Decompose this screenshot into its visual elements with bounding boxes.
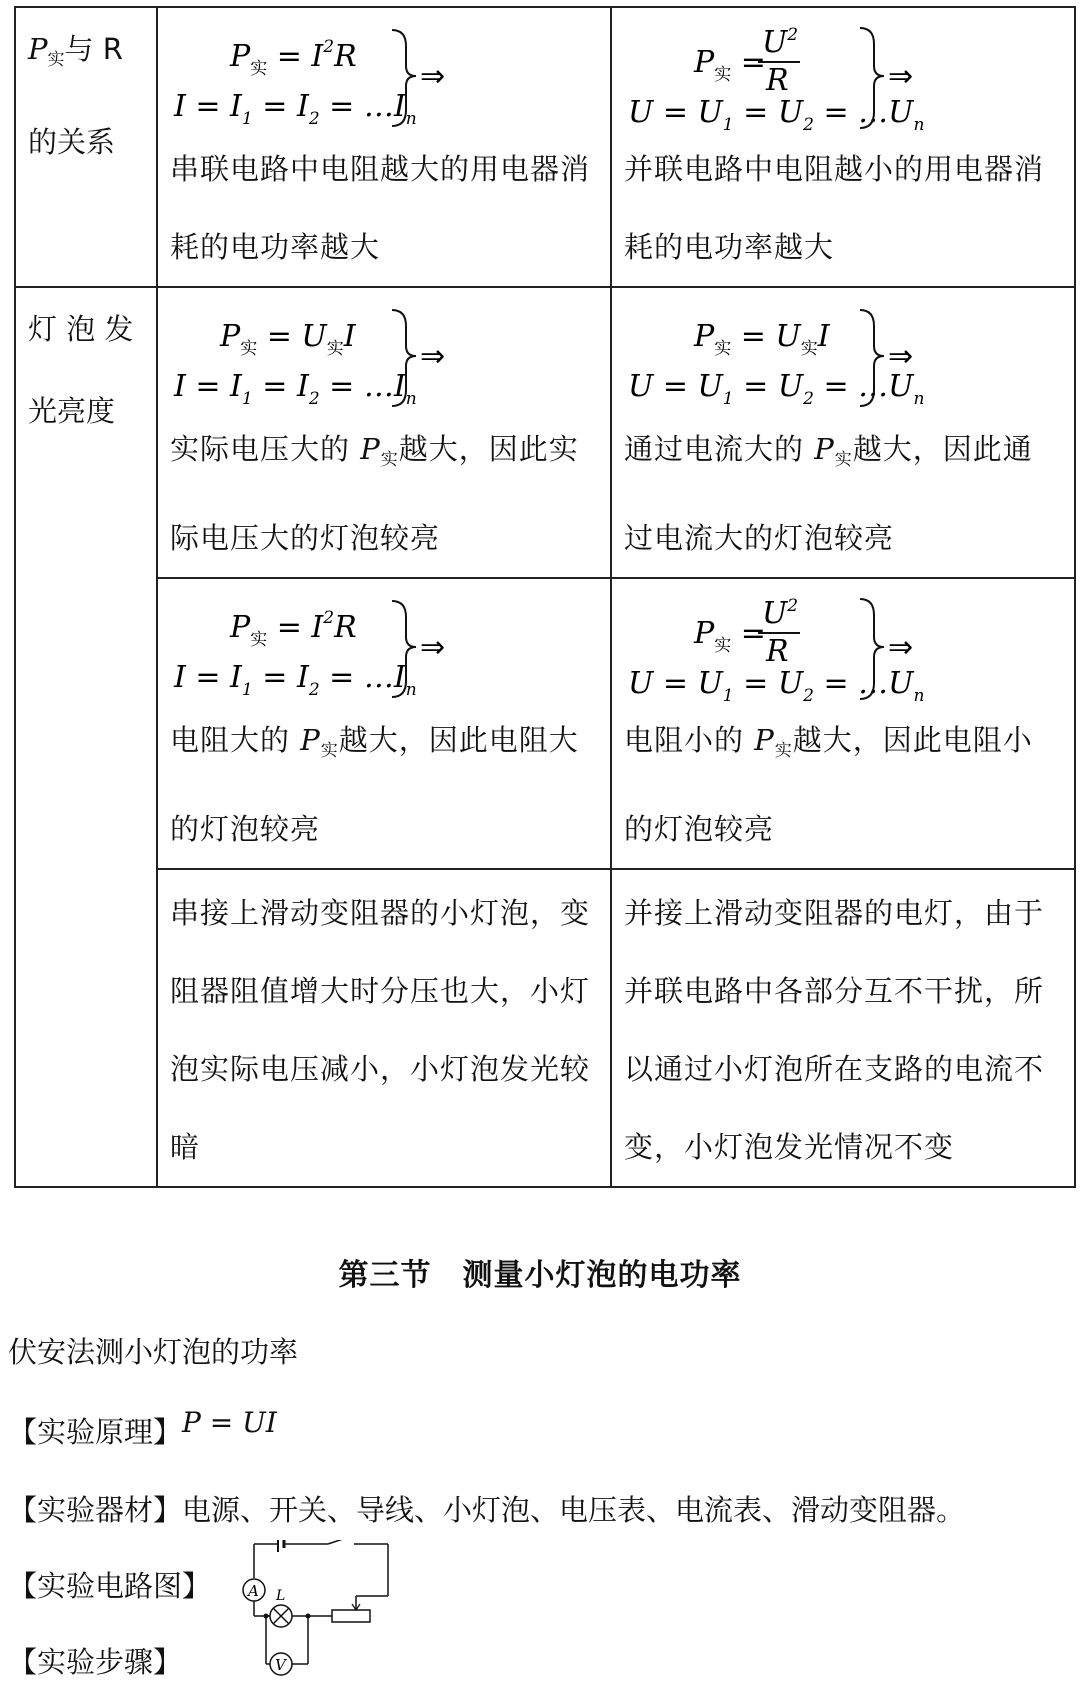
svg-text:⇒: ⇒ bbox=[420, 339, 446, 374]
svg-text:I = I1 = I2 = …In: $I = I_1 = I_2$ = $\dots I_n$ bbox=[174, 369, 417, 409]
svg-text:⇒: ⇒ bbox=[420, 59, 446, 94]
switch-icon bbox=[328, 1540, 352, 1544]
table-row bbox=[15, 287, 1075, 578]
svg-text:U2: $U^2$ bbox=[762, 25, 799, 60]
parallel-text: 并接上滑动变阻器的电灯，由于并联电路中各部分互不干扰，所以通过小灯泡所在支路的电流不变，小灯泡发光情况不变 bbox=[624, 896, 1045, 1164]
principle-label: 【实验原理】 bbox=[8, 1415, 183, 1449]
svg-text:I = I1 = I2 = …In: $I = I_1 = I_2$ = $\dots I_n$ bbox=[174, 89, 417, 129]
series-cell bbox=[157, 578, 611, 869]
table-row bbox=[15, 869, 1075, 1187]
svg-text:⇒: ⇒ bbox=[888, 339, 914, 374]
svg-text:U = U1 = U2 = …Un: $U = U_1 = U_2$ = $\dots U_n$ bbox=[628, 369, 925, 409]
section-title: 第三节 测量小灯泡的电功率 bbox=[338, 1258, 742, 1293]
label-text: 光亮度 bbox=[28, 394, 116, 428]
circuit-diagram bbox=[228, 1540, 398, 1680]
label-text: 灯 泡 发 bbox=[28, 312, 134, 346]
parallel-formula bbox=[624, 302, 1062, 410]
series-text: 实际电压大的 $P_实$越大，因此实际电压大的灯泡较亮 bbox=[170, 432, 579, 555]
parallel-text: 并联电路中电阻越小的用电器消耗的电功率越大 bbox=[624, 152, 1045, 264]
equipment-line bbox=[8, 1488, 965, 1529]
svg-text:U = U1 = U2 = …Un: $U = U_1 = U_2$ = $\dots U_n$ bbox=[628, 666, 925, 701]
series-cell bbox=[157, 287, 611, 578]
svg-text:P实 =: $P_实$ = bbox=[694, 616, 766, 656]
voltmeter-label: V bbox=[275, 1656, 286, 1674]
comparison-table bbox=[14, 6, 1076, 1188]
svg-text:P实 =: $P_实$ = bbox=[694, 45, 766, 85]
svg-text:P实 = I2R: $P_实 = I^2R$ bbox=[230, 37, 357, 79]
svg-text:R: R bbox=[766, 634, 789, 669]
svg-text:⇒: ⇒ bbox=[888, 630, 914, 665]
series-text: 串联电路中电阻越大的用电器消耗的电功率越大 bbox=[170, 152, 591, 264]
principle-line bbox=[8, 1406, 277, 1451]
p-symbol: P bbox=[28, 32, 48, 66]
equipment-label: 【实验器材】 bbox=[8, 1493, 183, 1527]
intro-text: 伏安法测小灯泡的功率 bbox=[8, 1335, 299, 1369]
svg-text:I = I1 = I2 = …In: $I = I_1 = I_2$ = $\dots I_n$ bbox=[174, 660, 417, 700]
ammeter-label: A bbox=[248, 1582, 259, 1600]
table-row bbox=[15, 578, 1075, 869]
series-formula bbox=[170, 593, 598, 701]
shi-subscript: 实 bbox=[47, 50, 65, 70]
row-label-brightness bbox=[15, 287, 157, 1187]
parallel-formula bbox=[624, 593, 1062, 701]
parallel-cell bbox=[611, 578, 1075, 869]
parallel-formula bbox=[624, 22, 1062, 130]
circuit-label: 【实验电路图】 bbox=[8, 1569, 212, 1603]
parallel-cell bbox=[611, 287, 1075, 578]
svg-text:P实 = U实I: $P_实 = U_实I$ bbox=[220, 319, 356, 359]
series-cell bbox=[157, 869, 611, 1187]
svg-text:U2: $U^2$ bbox=[762, 596, 799, 631]
steps-label: 【实验步骤】 bbox=[8, 1645, 183, 1679]
label-text: 与 R bbox=[64, 32, 123, 66]
series-formula bbox=[170, 302, 598, 410]
parallel-text: 通过电流大的 $P_实$越大，因此通过电流大的灯泡较亮 bbox=[624, 432, 1033, 555]
svg-text:R: R bbox=[766, 63, 789, 98]
lamp-label: L bbox=[276, 1588, 286, 1604]
parallel-cell bbox=[611, 7, 1075, 287]
svg-text:P实 = I2R: $P_实 = I^2R$ bbox=[230, 608, 357, 650]
principle-formula: P = UI bbox=[182, 1406, 277, 1439]
table-row bbox=[15, 7, 1075, 287]
parallel-text: 电阻小的 $P_实$越大，因此电阻小的灯泡较亮 bbox=[624, 723, 1033, 846]
parallel-cell bbox=[611, 869, 1075, 1187]
svg-text:⇒: ⇒ bbox=[420, 630, 446, 665]
label-text: 的关系 bbox=[28, 125, 116, 159]
equipment-text: 电源、开关、导线、小灯泡、电压表、电流表、滑动变阻器。 bbox=[182, 1493, 966, 1527]
series-text: 电阻大的 $P_实$越大，因此电阻大的灯泡较亮 bbox=[170, 723, 579, 846]
series-cell bbox=[157, 7, 611, 287]
svg-text:U = U1 = U2 = …Un: $U = U_1 = U_2$ = $\dots U_n$ bbox=[628, 95, 925, 130]
svg-text:P实 = U实I: $P_实 = U_实I$ bbox=[694, 319, 830, 359]
rheostat-icon bbox=[332, 1610, 370, 1622]
series-text: 串接上滑动变阻器的小灯泡，变阻器阻值增大时分压也大，小灯泡实际电压减小，小灯泡发光较暗 bbox=[170, 896, 591, 1164]
row-label-power-resistance bbox=[15, 7, 157, 287]
svg-text:⇒: ⇒ bbox=[888, 59, 914, 94]
series-formula bbox=[170, 22, 598, 130]
